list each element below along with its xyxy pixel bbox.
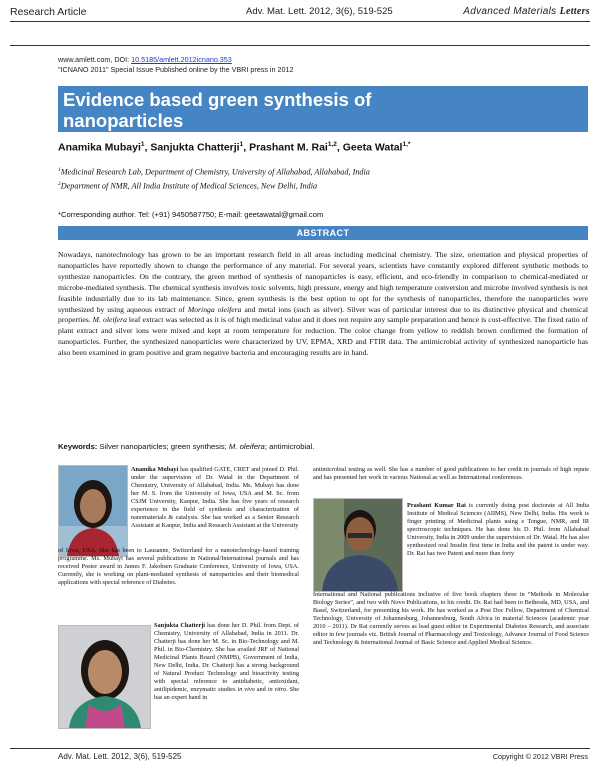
bio-name: Sanjukta Chatterji [154, 622, 206, 629]
bio-text: . She has an expert hand in [154, 686, 300, 702]
journal-name-part-3: Letters [559, 6, 590, 17]
bio-italic-term: in vivo [237, 686, 255, 694]
bio-italic-term: in vitro [267, 686, 287, 694]
author-photo-rai [313, 498, 403, 592]
keywords [58, 442, 314, 451]
affiliation-number: 1 [58, 167, 61, 173]
abstract-text: leaf extract was selected as it is of high medicinal value and it does not require any sample preparation and hence is cost-effective. The fixed ratio of plant extract and silver ions were mixed and kept at room temperature for reduction. The color change from yellow to reddish brown confirmed the formation of nanoparticles. Further, the synthesized nanoparticles were characterized by UV, EPMA, XRD and FTIR data. The antimicrobial activity of synthesized nanoparticle has also been examined in gram positive and gram negative bacteria and encouraging results are in hand. [58, 315, 588, 358]
bio-rai-side [407, 502, 589, 558]
bio-name: Prashant Kumar Rai [407, 502, 466, 509]
bio-text: has done her D. Phil. from Dept. of Chemistry, University of Allahabad, India in 2011. Dr. Chatterji has done her M. Sc. in Bio-Technology and M. Phil. in Bio-Chemistry. She has availed JRF of National Medicinal Plants Board (NMPB), Government of India, New Delhi, India. Dr. Chatterji has a strong background of Natural Product Technology and bioactivity testing with special reference to antidiabetic, antioxidant, antilipidemic, enzymatic studies [154, 622, 299, 694]
affiliation-text: Department of NMR, All India Institute of Medical Sciences, New Delhi, India [60, 181, 318, 191]
author-name: Geeta Watal [342, 141, 403, 154]
author-affil-mark: 1,2 [327, 141, 337, 148]
paper-title: Evidence based green synthesis of nanoparticles [63, 89, 372, 131]
bio-chatterji-side [154, 622, 299, 702]
bio-mubayi-below: of Iowa, USA. She has been to Lausanne, Switzerland for a nanotechnology-based training programme. Ms. Mubayi has several publications in National/International journals and has received Poster award in James F. Jakobsen Graduate Conference, University of Iowa, USA. Currently, she is working on plant-mediated synthesis of nanoparticles and their biomedical applications with special reference of Diabetes. [58, 547, 299, 587]
author-photo-chatterji [58, 625, 151, 729]
author-affil-mark: 1,* [402, 141, 411, 148]
portrait-image [314, 499, 402, 591]
bio-text: and [254, 686, 268, 694]
keywords-text: ; antimicrobial. [264, 442, 315, 451]
corresponding-author: *Corresponding author. Tel: (+91) 9450587750; E-mail: geetawatal@gmail.com [58, 210, 324, 219]
keywords-label: Keywords: [58, 442, 98, 451]
author-photo-mubayi [58, 465, 128, 557]
author-list [58, 141, 410, 154]
bio-rai-below: International and National publications inclusive of five book chapters three in “Methods in Molecular Biology Series”, and two with Novo Publications, to his credit. Dr. Rai had been to Bethesda, MD, USA, and Basel, Switzerland, for presenting his work. He has worked as a Post Doc Fellow, Department of Chemical Technology, University of Johannesburg, Johannesburg, South Africa in material Sciences (academic year 2010 – 2011). Dr Rai currently serves as lead guest editor in Experimental Diabetes Research, and associate editor in few journals viz. British Journal of Pharmacology and Toxicology, Advance Journal of Food Science and Technology & International Journal of Basic Science and Applied Medical Science. [313, 591, 589, 647]
bio-text: has qualified GATE, CRET and joined D. Phil. under the supervision of Dr. Watal in the Department of Chemistry, University of Allahabad, India. Ms. Mubayi has done her M. S. from the University of Iowa, USA and M. Sc. from CSJM University, Kanpur, India. She has five years of research experience in the field of synthesis and characterization of nanomaterials & catalysis. She has worked as a Senior Research Assistant at Kanpur, India and Research Assistant at the University [131, 466, 299, 530]
abstract-body [58, 250, 588, 359]
portrait-image [59, 466, 127, 556]
footer-rule [10, 748, 590, 749]
footer-citation: Adv. Mat. Lett. 2012, 3(6), 519-525 [58, 752, 182, 761]
header-rule-bottom [10, 45, 590, 46]
affiliation-number: 2 [58, 181, 61, 187]
species-name: Moringa oleifera [187, 304, 242, 314]
affiliation-2 [58, 181, 317, 191]
bio-text: is currently doing post doctorate at All India Institute of Medical Sciences (AIIMS), New Delhi, India. His work is finger printing of Medicinal plants using e Tongue, NMR, and IR spectroscopic techniques. He has done his D. Phil. from Allahabad University, India in 2009 under the supervision of Dr. Watal. He has also synthesized oral Insulin first time in India and the patent is under way. Dr. Rai has two Patent and more than forty [407, 502, 589, 558]
affiliation-1 [58, 167, 370, 177]
author-separator: , [144, 141, 151, 154]
portrait-image [59, 626, 150, 728]
bio-name: Anamika Mubayi [131, 466, 179, 473]
species-name: M. oleifera [228, 442, 265, 451]
running-header [10, 6, 590, 20]
abstract-text: Nowadays, nanotechnology has grown to be an important research field in all areas including medicinal chemistry. The size, orientation and physical properties of nanoparticles have reportedly shown to change the performance of any material. For several years, scientists have constantly explored different synthetic methods to synthesize nanoparticles. On the contrary, the green method of synthesis of nanoparticles is easy, efficient, and eco-friendly in comparison to chemical-mediated or microbe-mediated synthesis. The chemical synthesis involves toxic solvents, high pressure, energy and high temperature conversion and microbe involved synthesis is not feasible industrially due to its lab maintenance. Since, green synthesis is the best option to opt for the synthesis of nanoparticles, therefore the nanoparticles were synthesized by using aqueous extract of [58, 250, 588, 314]
article-type: Research Article [10, 6, 87, 18]
footer-copyright: Copyright © 2012 VBRI Press [492, 752, 588, 761]
abstract-text: and metal ions (such as silver). Silver was of particular interest due to its distinctive physical and chemical properties. [58, 304, 588, 325]
bio-chatterji-continued: antimicrobial testing as well. She has a number of good publications to her credit in journals of high repute and has presented her work in various National as well as International conferences. [313, 466, 589, 482]
journal-name [463, 6, 590, 17]
author-affil-mark: 1 [140, 141, 145, 148]
title-banner [58, 86, 588, 132]
journal-name-part-2: Materials [513, 6, 560, 17]
author-separator: , [243, 141, 250, 154]
doi-link[interactable]: 10.5185/amlett.2012icnano.353 [131, 55, 232, 64]
author-separator: , [336, 141, 343, 154]
keywords-text: Silver nanoparticles; green synthesis; [97, 442, 229, 451]
affiliation-text: Medicinal Research Lab, Department of Chemistry, University of Allahabad, Allahabad, India [60, 167, 370, 177]
site-text: www.amlett.com, DOI: [58, 55, 132, 64]
issue-line: "ICNANO 2011" Special Issue Published online by the VBRI press in 2012 [58, 65, 294, 74]
article-meta [58, 55, 294, 75]
doi-line [58, 55, 294, 65]
author-name: Prashant M. Rai [249, 141, 328, 154]
journal-name-part-1: Advanced [463, 6, 514, 17]
species-name: M. oleifera [92, 315, 127, 325]
abstract-heading: ABSTRACT [58, 226, 588, 240]
bio-mubayi-side [131, 466, 299, 530]
header-citation: Adv. Mat. Lett. 2012, 3(6), 519-525 [246, 6, 393, 17]
author-affil-mark: 1 [239, 141, 244, 148]
author-name: Anamika Mubayi [58, 141, 141, 154]
header-rule-top [10, 21, 590, 22]
author-name: Sanjukta Chatterji [150, 141, 240, 154]
